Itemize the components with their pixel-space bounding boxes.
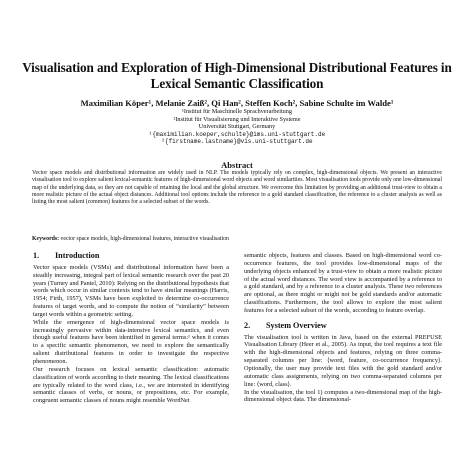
system-paragraph-1: The visualisation tool is written in Java, based on the external PREFUSE Visualisation Library (Heer et al., 2005). As input, the tool requires a text file with the high-dimensional objects and features, relying on three comma-separated columns per line: ⟨word, feature, co-occurrence frequency⟩. Optionally, the user may provide text files with the gold standard and/or automatic class assignments, relying on two comma-separated columns per line: ⟨word, class⟩. <box>244 333 442 388</box>
right-column <box>244 252 442 404</box>
email-1: ¹{maximilian.koeper,schulte}@ims.uni-stuttgart.de <box>148 130 326 138</box>
title-line-2: Lexical Semantic Classification <box>150 75 324 91</box>
section-1-number: 1. <box>33 251 40 260</box>
right-paragraph-1: semantic objects, features and classes. Based on high-dimensional word co-occurrence features, the tool provides low-dimensional maps of the underlying objects enhanced by a trust-view to obtain a more realistic picture of the actual word distances. The word view is accompanied by a reference to a gold standard, and by a reference to a cluster analysis. These two references are optional, as there might or might not be gold standards and/or automatic classifications. Furthermore, the tool allows to explore the most salient features for a selected subset of the words, according to feature overlap. <box>244 252 442 314</box>
section-1-title: Introduction <box>55 251 100 260</box>
keywords-label: Keywords: <box>32 236 60 242</box>
affiliations <box>30 108 444 146</box>
system-paragraph-2: In the visualisation, the tool 1) computes a two-dimensional map of the high-dimensional object data. The dimensional- <box>244 388 442 404</box>
abstract-heading: Abstract <box>221 160 253 170</box>
left-column <box>33 252 229 405</box>
section-2-title: System Overview <box>266 320 327 330</box>
section-heading-system-overview <box>244 322 442 330</box>
author-list: Maximilian Köper¹, Melanie Zaiß², Qi Han², Steffen Koch², Sabine Schulte im Walde¹ <box>80 98 394 108</box>
keywords <box>32 236 442 243</box>
section-heading-introduction <box>33 252 229 260</box>
section-2-number: 2. <box>244 320 251 330</box>
affiliation-1: ¹Institut für Maschinelle Sprachverarbeitung <box>182 108 292 115</box>
intro-paragraph-2: While the emergence of high-dimensional vector space models is increasingly pervasive within data-intensive lexical semantics, and even though useful features have been identified in general terms:¹ when it comes to a specific semantic phenomenon, we need to explore the semantically salient distributional features in order to investigate the respective phenomenon. <box>33 318 229 365</box>
paper-title <box>18 60 456 91</box>
abstract-text: Vector space models and distributional information are widely used in NLP. The models typically rely on complex, high-dimensional objects. We present an interactive visualisation tool to explore salient lexical-semantic features of high-dimensional word objects and word similarities. Most visualisation tools provide only one low-dimensional map of the underlying data, so they are not capable of retaining the local and the global structure. We overcome this limitation by providing an additional trust-view to obtain a more realistic picture of the actual object distances. Additional tool options include the reference to a gold standard classification, the reference to a cluster analysis as well as listing the most salient (common) features for a selected subset of the words. <box>32 170 442 206</box>
email-2: ²{firstname.lastname}@vis.uni-stuttgart.de <box>161 138 313 146</box>
affiliation-2: ²Institut für Visualisierung und Interaktive Systeme <box>173 115 301 123</box>
affiliation-3: Universität Stuttgart, Germany <box>198 123 276 131</box>
keywords-text: vector space models, high-dimensional features, interactive visualisation <box>60 236 229 242</box>
intro-paragraph-3: Our research focuses on lexical semantic classification: automatic classification of words according to their meaning. The lexical classifications are typically related to the word class, i.e., we are interested in identifying semantic classes of verbs, or nouns, or prepositions, etc. For example, congruent semantic classes of nouns might resemble WordNet <box>33 365 229 405</box>
intro-paragraph-1: Vector space models (VSMs) and distributional information have been a steadily increasing, integral part of lexical semantic research over the past 20 years (Turney and Pantel, 2010): Relying on the distributional hypothesis that words which occur in similar contexts tend to have similar meanings (Harris, 1954; Firth, 1957), VSMs have been exploited to determine co-occurrence features of target words, and to compute the notion of “similarity” between target words within a geometric setting. <box>33 263 229 318</box>
title-line-1: Visualisation and Exploration of High-Dimensional Distributional Features in <box>22 60 452 75</box>
